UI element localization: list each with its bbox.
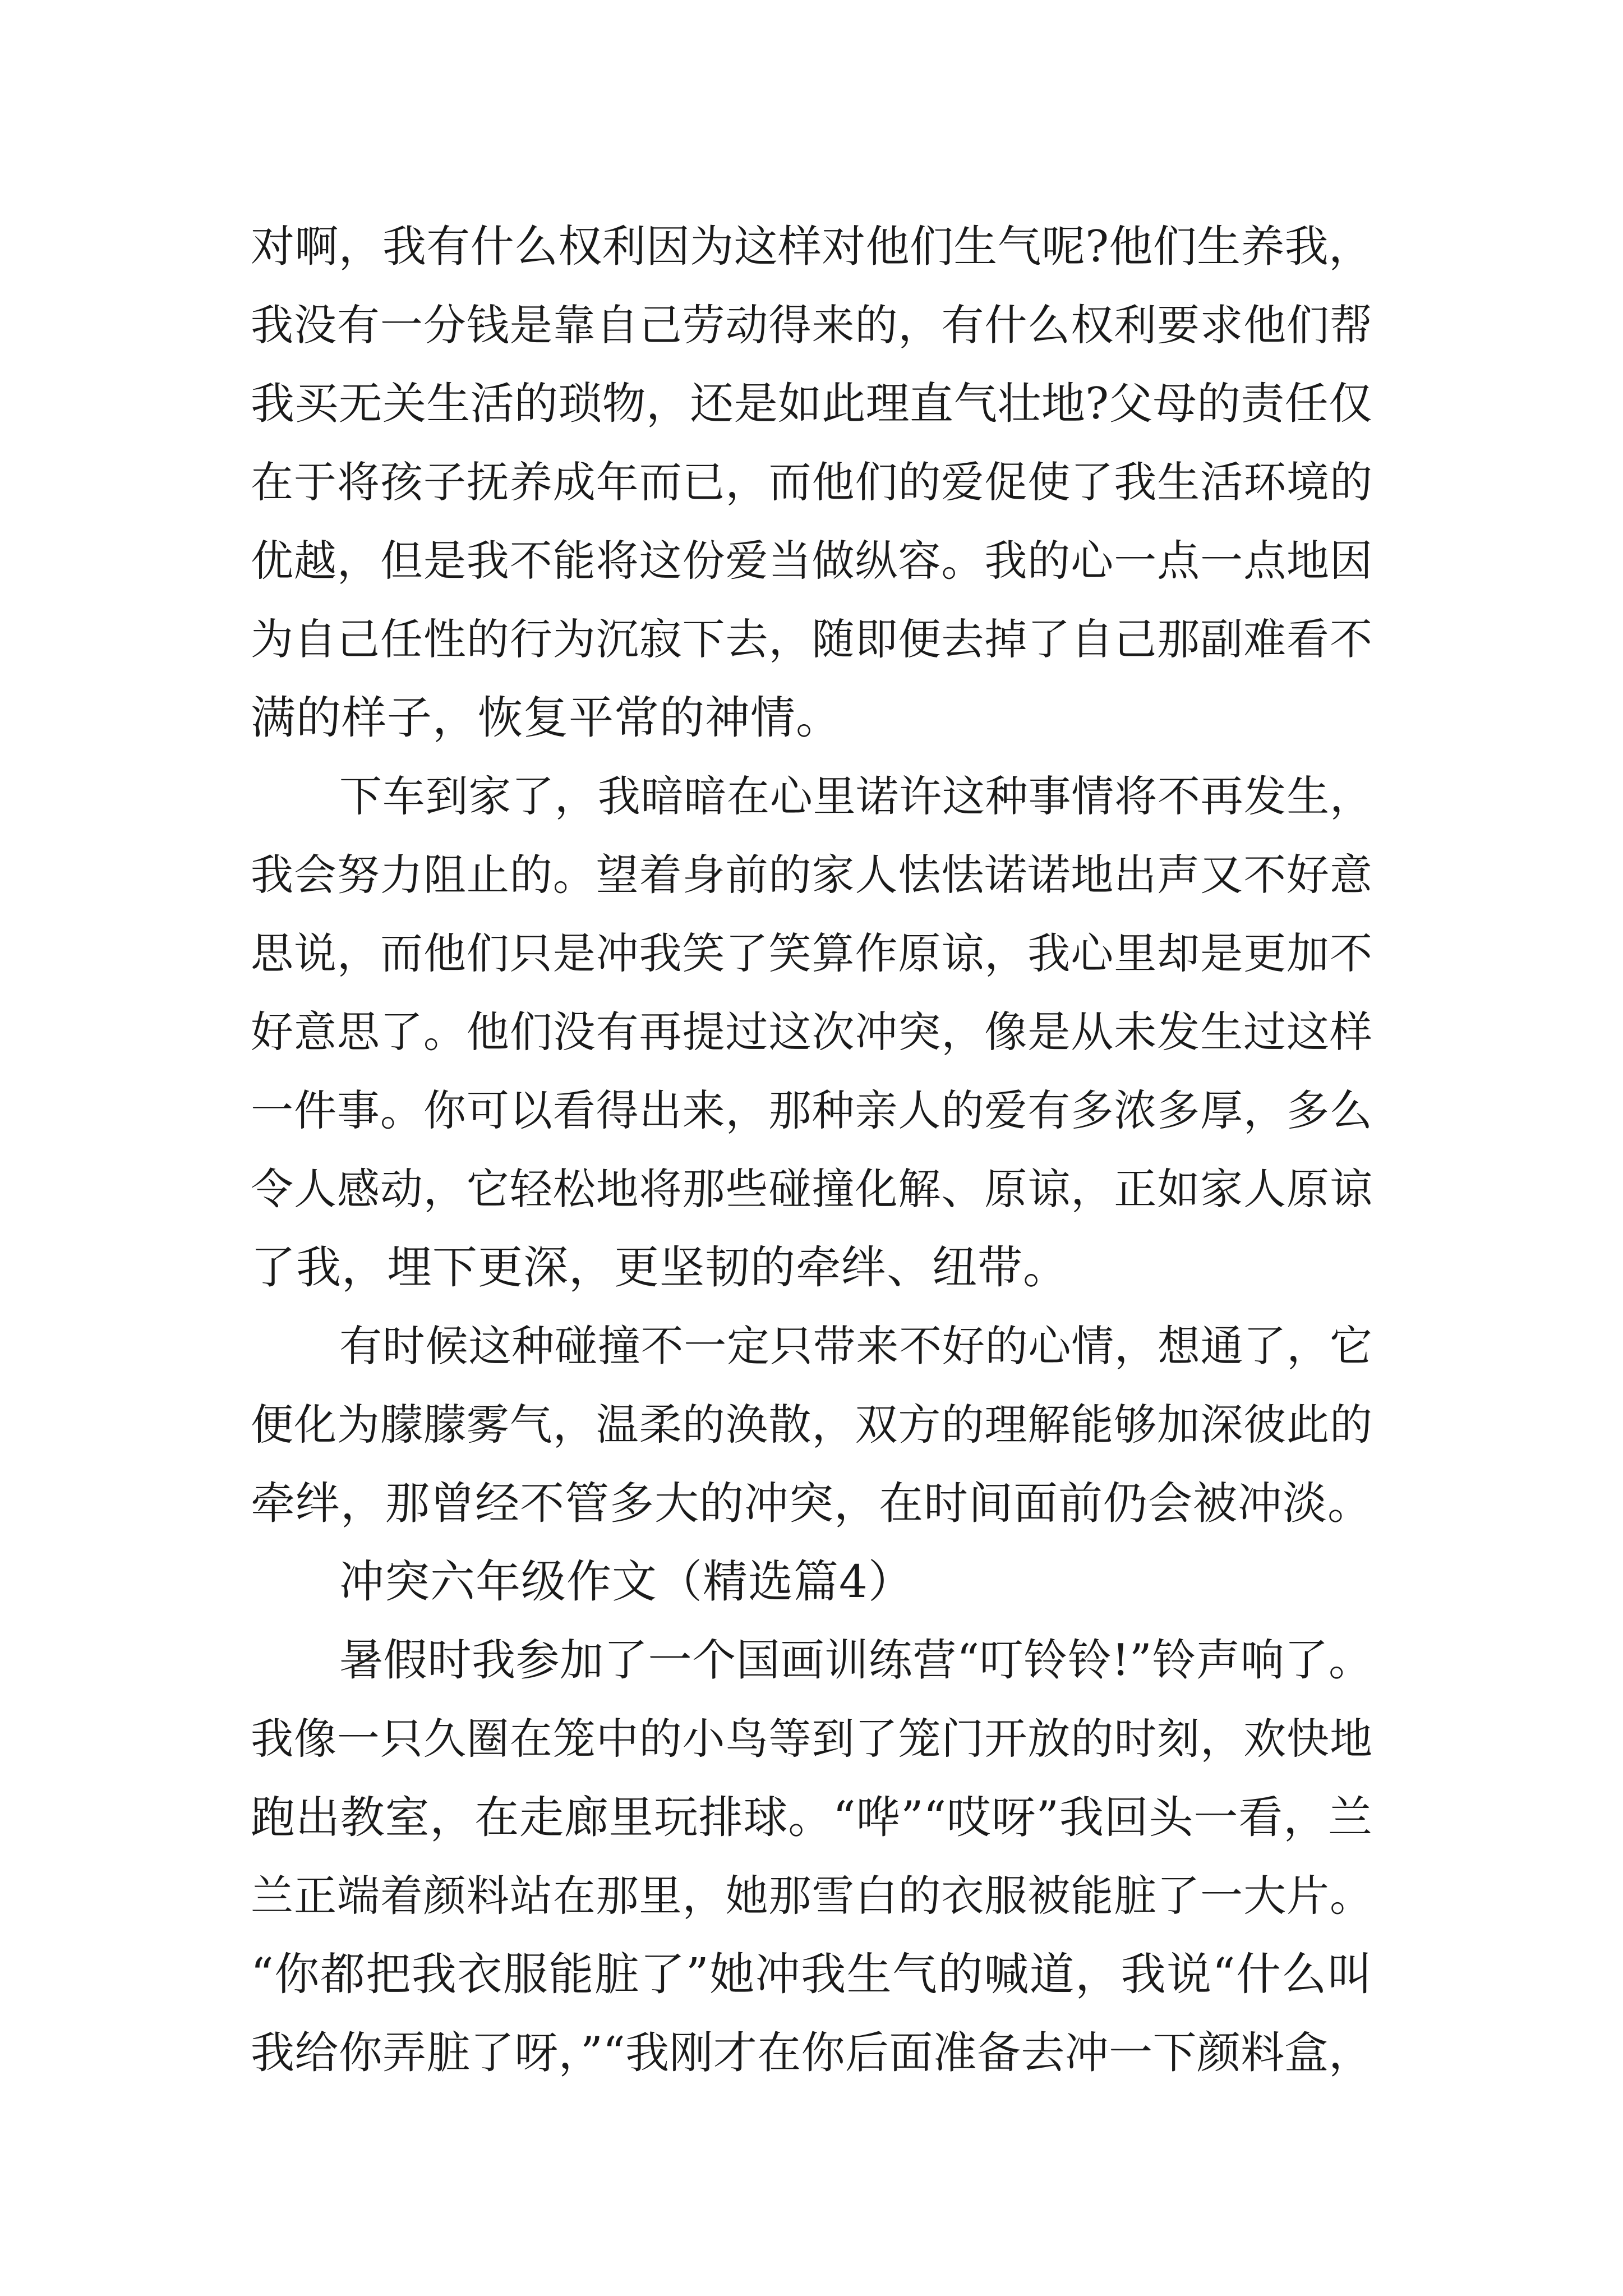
text-line: 优越，但是我不能将这份爱当做纵容。我的心一点一点地因 xyxy=(251,536,1372,586)
paragraph-first-line: 下车到家了，我暗暗在心里诺许这种事情将不再发生， xyxy=(339,771,1372,821)
text-line: 为自己任性的行为沉寂下去，随即便去掉了自己那副难看不 xyxy=(251,614,1372,664)
paragraph-first-line: 有时候这种碰撞不一定只带来不好的心情，想通了，它 xyxy=(339,1321,1372,1371)
text-line: 便化为朦朦雾气，温柔的涣散，双方的理解能够加深彼此的 xyxy=(251,1400,1372,1450)
paragraph-first-line: 暑假时我参加了一个国画训练营“叮铃铃!”铃声响了。 xyxy=(339,1635,1372,1686)
text-line: 好意思了。他们没有再提过这次冲突，像是从未发生过这样 xyxy=(251,1007,1372,1057)
text-line: “你都把我衣服能脏了”她冲我生气的喊道，我说“什么叫 xyxy=(251,1948,1372,2000)
section-heading: 冲突六年级作文（精选篇4） xyxy=(339,1556,914,1608)
text-line: 满的样子，恢复平常的神情。 xyxy=(251,692,841,744)
text-line: 牵绊，那曾经不管多大的冲突，在时间面前仍会被冲淡。 xyxy=(251,1478,1372,1529)
text-line: 我会努力阻止的。望着身前的家人怯怯诺诺地出声又不好意 xyxy=(251,850,1372,900)
text-line: 了我，埋下更深，更坚韧的牵绊、纽带。 xyxy=(251,1241,1068,1294)
text-line: 令人感动，它轻松地将那些碰撞化解、原谅，正如家人原谅 xyxy=(251,1164,1372,1214)
text-line: 我买无关生活的琐物，还是如此理直气壮地?父母的责任仅 xyxy=(251,379,1372,429)
text-line: 思说，而他们只是冲我笑了笑算作原谅，我心里却是更加不 xyxy=(251,928,1372,978)
text-line: 跑出教室，在走廊里玩排球。“哗”“哎呀”我回头一看，兰 xyxy=(251,1792,1372,1843)
text-line: 对啊，我有什么权利因为这样对他们生气呢?他们生养我， xyxy=(251,222,1372,272)
text-line: 我像一只久圈在笼中的小鸟等到了笼门开放的时刻，欢快地 xyxy=(251,1714,1372,1764)
text-line: 兰正端着颜料站在那里，她那雪白的衣服被能脏了一大片。 xyxy=(251,1871,1372,1921)
text-line: 我给你弄脏了呀，”“我刚才在你后面准备去冲一下颜料盒， xyxy=(251,2028,1372,2078)
text-line: 在于将孩子抚养成年而已，而他们的爱促使了我生活环境的 xyxy=(251,457,1372,507)
text-line: 一件事。你可以看得出来，那种亲人的爱有多浓多厚，多么 xyxy=(251,1085,1372,1135)
text-line: 我没有一分钱是靠自己劳动得来的，有什么权利要求他们帮 xyxy=(251,300,1372,350)
